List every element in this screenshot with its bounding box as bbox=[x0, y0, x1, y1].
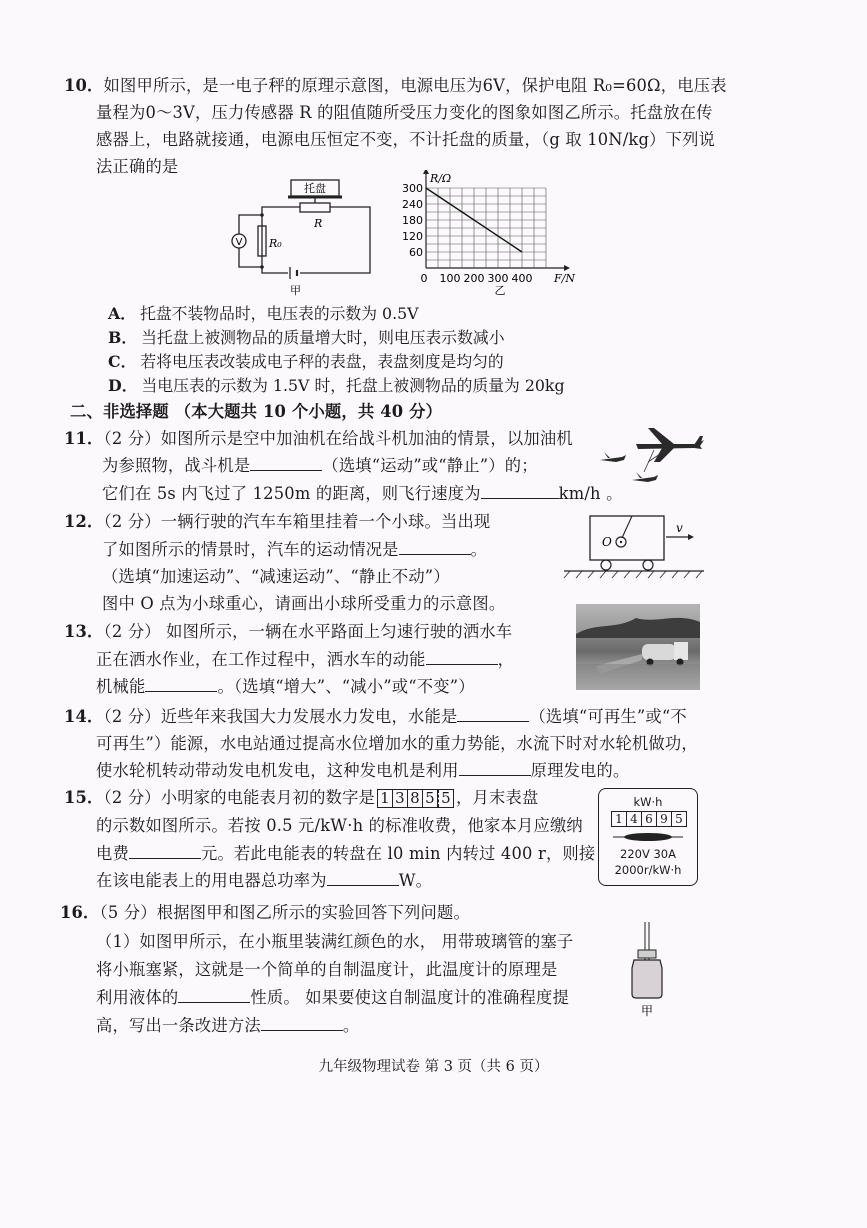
x-tick-label: 200 bbox=[463, 272, 485, 285]
q16-blank-1[interactable] bbox=[178, 990, 250, 1003]
q12-line1 bbox=[64, 508, 490, 532]
q11-text-3b: km/h 。 bbox=[558, 484, 623, 503]
voltmeter-label: V bbox=[235, 237, 243, 248]
stopper bbox=[638, 950, 656, 958]
q11-text-3a: 它们在 5s 内飞过了 1250m 的距离，则飞行速度为 bbox=[102, 484, 481, 503]
q12-text-2a: 了如图所示的情景时，汽车的运动情况是 bbox=[102, 540, 399, 559]
q10-option-a[interactable] bbox=[108, 301, 419, 324]
q15-line4 bbox=[96, 867, 432, 891]
y-tick-label: 300 bbox=[402, 182, 423, 195]
resistance-force-chart bbox=[398, 170, 578, 295]
q12-line3: （选填“加速运动”、“减速运动”、“静止不动”） bbox=[102, 567, 450, 586]
q10-line4: 法正确的是 bbox=[96, 157, 179, 176]
q13-text-2b: ， bbox=[497, 650, 515, 669]
q13-blank-1[interactable] bbox=[426, 652, 498, 665]
section-heading: 二、非选择题 （本大题共 10 个小题，共 40 分） bbox=[70, 402, 443, 421]
x-tick-label: 100 bbox=[439, 272, 461, 285]
meter-digits bbox=[611, 811, 687, 827]
q10-option-c[interactable] bbox=[108, 349, 504, 372]
q15-blank-1[interactable] bbox=[129, 846, 201, 859]
q13-text-3a: 机械能 bbox=[96, 677, 146, 696]
bottle-icon bbox=[632, 960, 662, 998]
q12-number: 12． bbox=[64, 512, 104, 531]
q15-number: 15． bbox=[64, 788, 104, 807]
q16-blank-2[interactable] bbox=[261, 1018, 343, 1031]
digit: 1 bbox=[378, 790, 393, 807]
meter-rating: 220V 30A bbox=[620, 847, 676, 861]
meter-digit: 1 bbox=[612, 812, 627, 826]
meter-unit: kW·h bbox=[633, 795, 663, 809]
fighter-jet-icon bbox=[600, 452, 658, 482]
q11-blank-2[interactable] bbox=[481, 486, 559, 499]
wheel-icon bbox=[601, 560, 611, 570]
q14-text-1a: （2 分）近些年来我国大力发展水力发电，水能是 bbox=[103, 707, 458, 726]
digit: 5 bbox=[423, 790, 438, 807]
y-axis-label: R/Ω bbox=[430, 172, 452, 185]
electric-meter bbox=[598, 788, 698, 886]
q13-text-2a: 正在洒水作业，在工作过程中，洒水车的动能 bbox=[96, 650, 426, 669]
q15-line3 bbox=[96, 840, 595, 864]
q15-text-4a: 在该电能表上的用电器总功率为 bbox=[96, 871, 327, 890]
point-o-label: O bbox=[602, 535, 612, 549]
chart-caption: 乙 bbox=[494, 284, 506, 295]
q10-line1 bbox=[64, 72, 727, 96]
page-footer: 九年级物理试卷 第 3 页（共 6 页） bbox=[318, 1059, 549, 1075]
q12-text-1: （2 分）一辆行驶的汽车车箱里挂着一个小球。当出现 bbox=[103, 512, 491, 531]
truck-icon bbox=[576, 604, 700, 690]
q16-line5 bbox=[96, 1012, 359, 1036]
circuit-diagram bbox=[228, 175, 378, 300]
meter-digit: 6 bbox=[642, 812, 657, 826]
option-c-text: 若将电压表改装成电子秤的表盘，表盘刻度是均匀的 bbox=[140, 352, 504, 371]
q15-text-1b: ，月末表盘 bbox=[456, 788, 539, 807]
meter-rev-constant: 2000r/kW·h bbox=[614, 863, 682, 877]
option-a-key: A． bbox=[108, 304, 137, 323]
string bbox=[622, 516, 632, 538]
q16-line2: （1）如图甲所示，在小瓶里装满红颜色的水， 用带玻璃管的塞子 bbox=[96, 932, 574, 951]
q16-text-5a: 高，写出一条改进方法 bbox=[96, 1016, 261, 1035]
q14-line1 bbox=[64, 703, 687, 727]
q13-line2 bbox=[96, 646, 514, 670]
q14-number: 14． bbox=[64, 707, 104, 726]
q15-line2: 的示数如图所示。若按 0.5 元/kW·h 的标准收费，他家本月应缴纳 bbox=[96, 816, 583, 835]
r0-label: R₀ bbox=[269, 237, 282, 250]
origin-label: 0 bbox=[420, 272, 428, 285]
q11-text-2a: 为参照物，战斗机是 bbox=[102, 456, 251, 475]
q12-line4: 图中 O 点为小球重心，请画出小球所受重力的示意图。 bbox=[102, 594, 506, 613]
q11-text-2b: （选填“运动”或“静止”）的； bbox=[322, 456, 538, 475]
q12-text-2b: 。 bbox=[470, 540, 488, 559]
q10-number: 10． bbox=[64, 76, 104, 95]
meter-digit: 5 bbox=[675, 812, 683, 826]
start-meter-digits bbox=[377, 789, 454, 808]
q16-text-4a: 利用液体的 bbox=[96, 988, 179, 1007]
meter-rotor-icon bbox=[613, 831, 683, 843]
q14-blank-1[interactable] bbox=[457, 709, 529, 722]
option-a-text: 托盘不装物品时，电压表的示数为 0.5V bbox=[140, 304, 419, 323]
q13-text-3b: 。（选填“增大”、“减小”或“不变”） bbox=[217, 677, 475, 696]
bottle-thermometer-figure bbox=[624, 920, 670, 1020]
x-axis-label: F/N bbox=[554, 272, 575, 285]
q13-line1 bbox=[64, 618, 512, 642]
q16-line1 bbox=[60, 899, 470, 923]
option-d-key: D． bbox=[108, 376, 138, 395]
q11-text-1: （2 分）如图所示是空中加油机在给战斗机加油的情景，以加油机 bbox=[103, 429, 573, 448]
q14-blank-2[interactable] bbox=[459, 763, 531, 776]
chart-plot-area bbox=[402, 170, 575, 295]
q15-text-3a: 电费 bbox=[96, 844, 129, 863]
q14-line2: 可再生”）能源，水电站通过提高水位增加水的重力势能，水流下时对水轮机做功， bbox=[96, 734, 698, 753]
q10-line2: 量程为0～3V，压力传感器 R 的阻值随所受压力变化的图象如图乙所示。托盘放在传 bbox=[96, 103, 713, 122]
q13-blank-2[interactable] bbox=[145, 679, 217, 692]
option-d-text: 当电压表的示数为 1.5V 时，托盘上被测物品的质量为 20kg bbox=[141, 376, 565, 395]
q11-line2 bbox=[102, 452, 538, 476]
circuit-caption: 甲 bbox=[290, 284, 301, 297]
option-b-text: 当托盘上被测物品的质量增大时，则电压表示数减小 bbox=[141, 328, 505, 347]
y-axis-arrow bbox=[423, 170, 429, 174]
q11-number: 11． bbox=[64, 429, 104, 448]
q16-text-4b: 性质。 如果要使这自制温度计的准确程度提 bbox=[250, 988, 569, 1007]
q14-text-1b: （选填“可再生”或“不 bbox=[529, 707, 687, 726]
q15-line1 bbox=[64, 784, 538, 808]
sensor-resistor bbox=[300, 203, 330, 212]
x-tick-label: 300 bbox=[487, 272, 509, 285]
x-tick-label: 400 bbox=[511, 272, 533, 285]
q10-line3: 感器上，电路就接通，电源电压恒定不变，不计托盘的质量，（g 取 10N/kg）下列说 bbox=[96, 130, 716, 149]
y-tick-label: 180 bbox=[402, 214, 423, 227]
q16-text-1: （5 分）根据图甲和图乙所示的实验回答下列问题。 bbox=[99, 903, 470, 922]
tray-label: 托盘 bbox=[304, 182, 326, 195]
ground-hatch bbox=[564, 571, 702, 578]
digit: 5 bbox=[438, 790, 453, 807]
q15-text-4b: W。 bbox=[398, 871, 433, 890]
q14-text-3a: 使水轮机转动带动发电机发电，这种发电机是利用 bbox=[96, 761, 459, 780]
q16-line3: 将小瓶塞紧，这就是一个简单的自制温度计，此温度计的原理是 bbox=[96, 960, 558, 979]
meter-digit: 4 bbox=[627, 812, 642, 826]
option-c-key: C． bbox=[108, 352, 137, 371]
car-with-ball-figure bbox=[562, 510, 708, 582]
q13-line3 bbox=[96, 673, 475, 697]
option-b-key: B． bbox=[108, 328, 138, 347]
y-tick-label: 240 bbox=[402, 198, 423, 211]
digit: 8 bbox=[408, 790, 423, 807]
refueling-aircraft-image bbox=[596, 422, 706, 494]
q15-text-3b: 元。若此电能表的转盘在 l0 min 内转过 400 r，则接 bbox=[200, 844, 596, 863]
q13-text-1: （2 分） 如图所示，一辆在水平路面上匀速行驶的洒水车 bbox=[103, 622, 513, 641]
q12-line2 bbox=[102, 536, 487, 560]
q16-text-5b: 。 bbox=[342, 1016, 360, 1035]
q10-option-b[interactable] bbox=[108, 325, 505, 348]
y-tick-label: 60 bbox=[409, 246, 423, 259]
digit: 3 bbox=[393, 790, 408, 807]
q11-line1 bbox=[64, 425, 573, 449]
tanker-plane-icon bbox=[636, 428, 704, 462]
q15-blank-2[interactable] bbox=[327, 873, 399, 886]
q10-text-1: 如图甲所示，是一电子秤的原理示意图，电源电压为6V，保护电阻 R₀=60Ω，电压表 bbox=[103, 76, 727, 95]
q14-line3 bbox=[96, 757, 629, 781]
sensor-label: R bbox=[314, 217, 323, 230]
q12-blank[interactable] bbox=[399, 542, 471, 555]
q13-number: 13． bbox=[64, 622, 104, 641]
q15-text-1a: （2 分）小明家的电能表月初的数字是 bbox=[103, 788, 376, 807]
bottle-caption: 甲 bbox=[640, 1004, 654, 1018]
sprinkler-truck-photo bbox=[576, 604, 700, 690]
q16-line4 bbox=[96, 984, 569, 1008]
meter-digit: 9 bbox=[657, 812, 672, 826]
q10-option-d[interactable] bbox=[108, 373, 565, 396]
wheel-icon bbox=[643, 560, 653, 570]
y-tick-label: 120 bbox=[402, 230, 423, 243]
q14-text-3b: 原理发电的。 bbox=[530, 761, 630, 780]
velocity-label: v bbox=[676, 521, 683, 535]
q16-number: 16． bbox=[60, 903, 100, 922]
x-axis-arrow bbox=[564, 265, 570, 271]
q11-line3 bbox=[102, 480, 623, 504]
q11-blank-1[interactable] bbox=[250, 458, 322, 471]
